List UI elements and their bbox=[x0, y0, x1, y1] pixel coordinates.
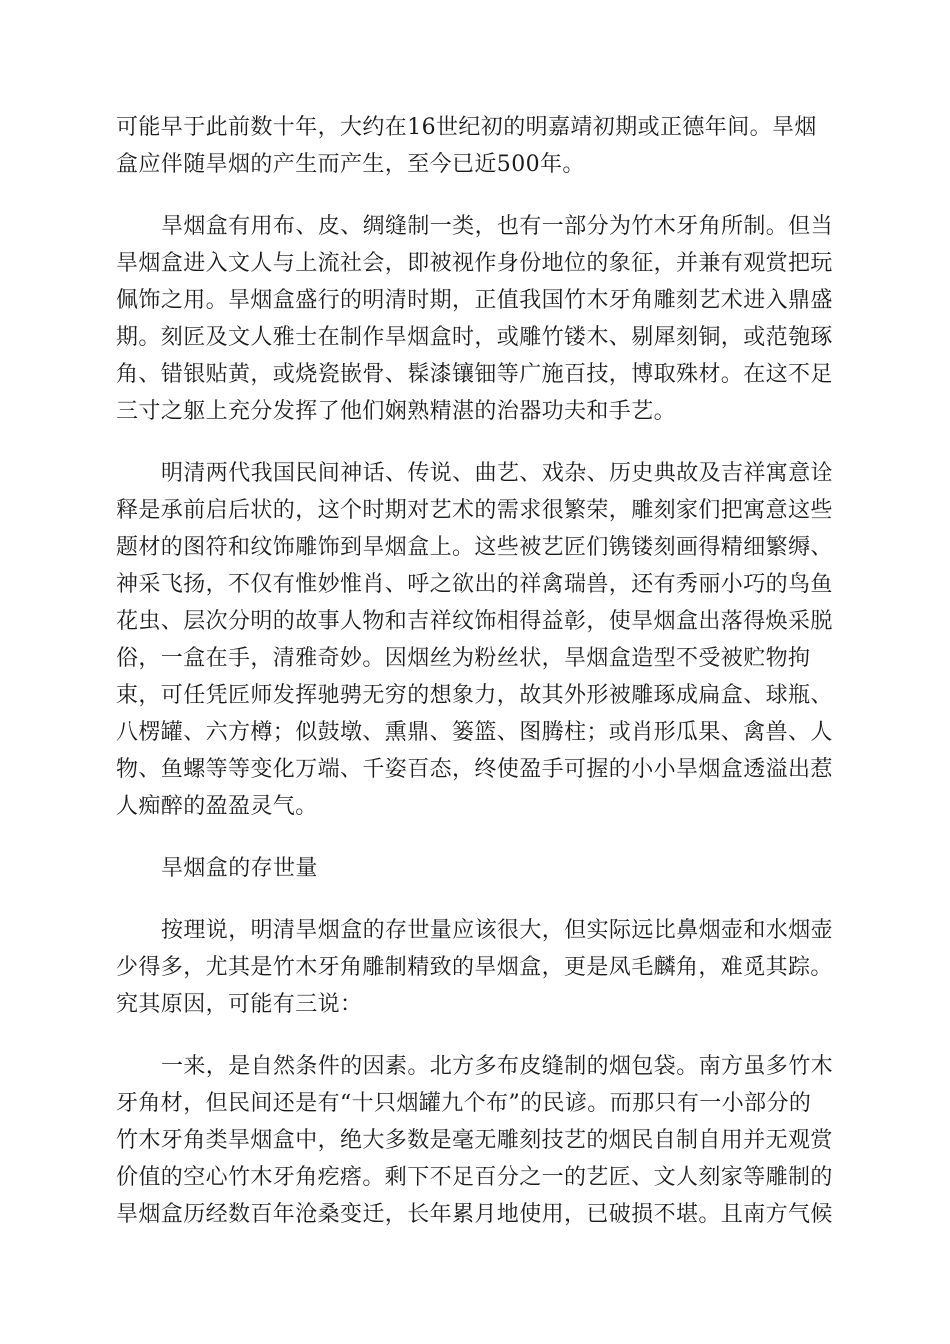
text-line: 究其原因，可能有三说： bbox=[116, 992, 363, 1017]
text-line: 牙角材，但民间还是有“十只烟罐九个布”的民谚。而那只有一小部分的 bbox=[116, 1091, 812, 1116]
text-line: 束，可任凭匠师发挥驰骋无穷的想象力，故其外形被雕琢成扁盒、球瓶、 bbox=[116, 683, 833, 708]
text-line: 佩饰之用。旱烟盒盛行的明清时期，正值我国竹木牙角雕刻艺术进入鼎盛 bbox=[116, 288, 833, 313]
text-line: 释是承前启后状的，这个时期对艺术的需求很繁荣，雕刻家们把寓意这些 bbox=[116, 498, 833, 523]
text-line: 可能早于此前数十年，大约在16世纪初的明嘉靖初期或正德年间。旱烟 bbox=[116, 115, 817, 140]
text-line: 期。刻匠及文人雅士在制作旱烟盒时，或雕竹镂木、剔犀刻铜，或范匏琢 bbox=[116, 325, 833, 350]
text-line: 旱烟盒进入文人与上流社会，即被视作身份地位的象征，并兼有观赏把玩 bbox=[116, 251, 833, 276]
text-line: 八楞罐、六方樽；似鼓墩、熏鼎、篓篮、图腾柱；或肖形瓜果、禽兽、人 bbox=[116, 720, 833, 745]
text-line: 物、鱼螺等等变化万端、千姿百态，终使盈手可握的小小旱烟盒透溢出惹 bbox=[116, 757, 833, 782]
text-line: 旱烟盒有用布、皮、绸缝制一类，也有一部分为竹木牙角所制。但当 bbox=[161, 214, 834, 239]
text-line: 俗，一盒在手，清雅奇妙。因烟丝为粉丝状，旱烟盒造型不受被贮物拘 bbox=[116, 646, 811, 671]
section-heading: 旱烟盒的存世量 bbox=[161, 856, 318, 881]
text-line: 题材的图符和纹饰雕饰到旱烟盒上。这些被艺匠们镌镂刻画得精细繁缛、 bbox=[116, 535, 833, 560]
text-line: 一来，是自然条件的因素。北方多布皮缝制的烟包袋。南方虽多竹木 bbox=[161, 1054, 834, 1079]
text-line: 花虫、层次分明的故事人物和吉祥纹饰相得益彰，使旱烟盒出落得焕采脱 bbox=[116, 609, 833, 634]
text-line: 明清两代我国民间神话、传说、曲艺、戏杂、历史典故及吉祥寓意诠 bbox=[161, 461, 834, 486]
text-line: 价值的空心竹木牙角疙瘩。剩下不足百分之一的艺匠、文人刻家等雕制的 bbox=[116, 1165, 833, 1190]
text-line: 盒应伴随旱烟的产生而产生，至今已近500年。 bbox=[116, 152, 585, 177]
text-line: 少得多，尤其是竹木牙角雕制精致的旱烟盒，更是凤毛麟角，难觅其踪。 bbox=[116, 955, 833, 980]
text-line: 三寸之躯上充分发挥了他们娴熟精湛的治器功夫和手艺。 bbox=[116, 399, 677, 424]
text-line: 竹木牙角类旱烟盒中，绝大多数是毫无雕刻技艺的烟民自制自用并无观赏 bbox=[116, 1128, 833, 1153]
text-line: 旱烟盒历经数百年沧桑变迁，长年累月地使用，已破损不堪。且南方气候 bbox=[116, 1202, 833, 1227]
text-line: 按理说，明清旱烟盒的存世量应该很大，但实际远比鼻烟壶和水烟壶 bbox=[161, 918, 834, 943]
text-line: 人痴醉的盈盈灵气。 bbox=[116, 794, 318, 819]
text-line: 角、错银贴黄，或烧瓷嵌骨、髹漆镶钿等广施百技，博取殊材。在这不足 bbox=[116, 362, 833, 387]
text-line: 神采飞扬，不仅有惟妙惟肖、呼之欲出的祥禽瑞兽，还有秀丽小巧的鸟鱼 bbox=[116, 572, 833, 597]
